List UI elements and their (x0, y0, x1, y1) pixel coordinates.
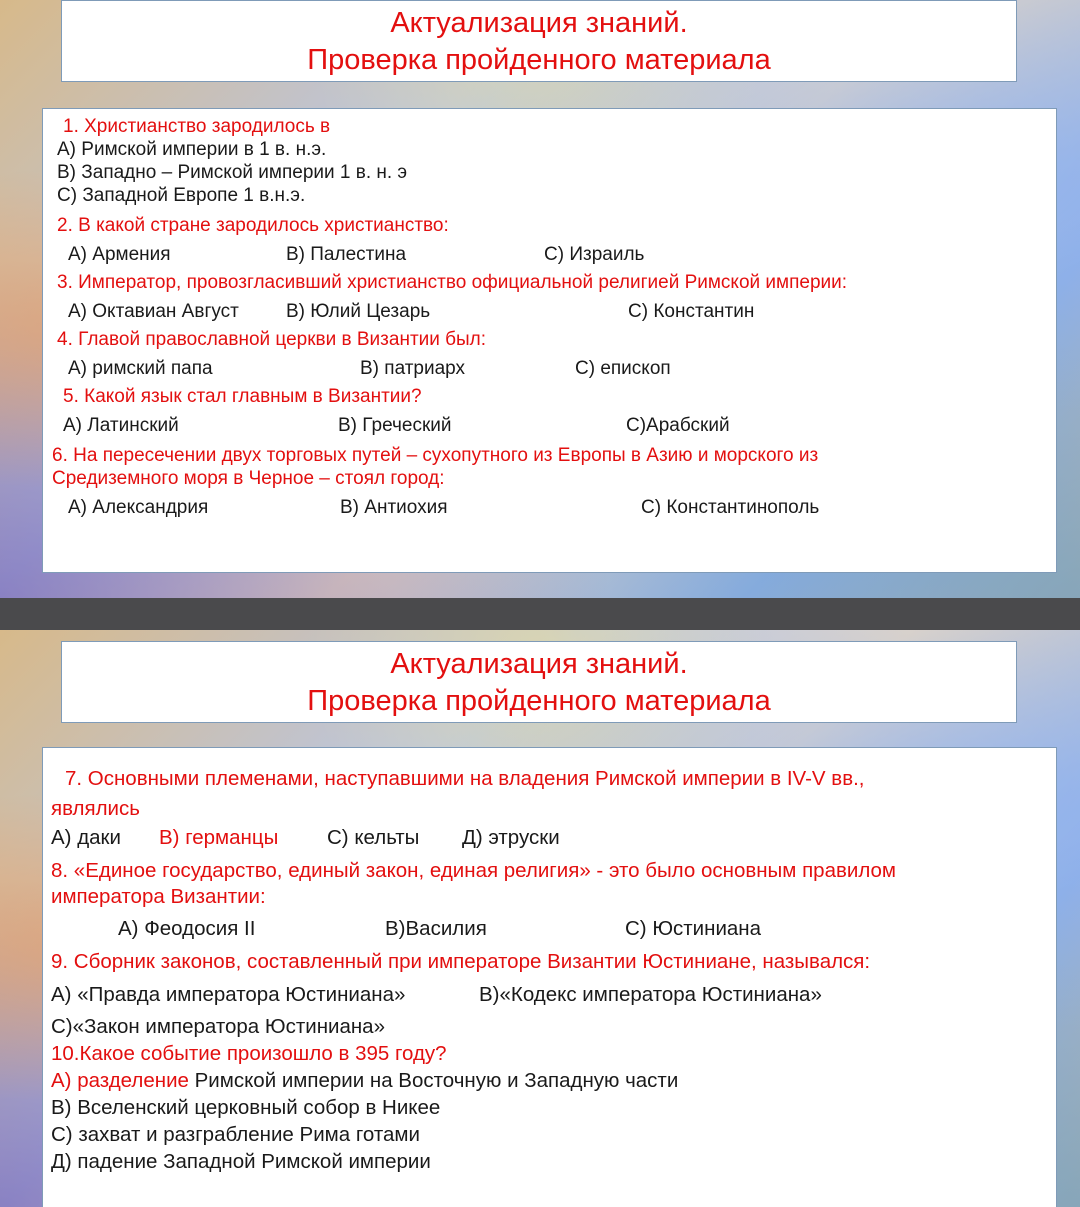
slide-1 (0, 0, 1080, 598)
slide-2-content-box (42, 747, 1057, 1207)
question-4: 4. Главой православной церкви в Византии был: (57, 329, 487, 350)
slide-1-title-line-2: Проверка пройденного материала (307, 44, 771, 76)
question-9-option-b: В)«Кодекс императора Юстиниана» (479, 983, 822, 1006)
question-10-option-a-rest: Римской империи на Восточную и Западную части (188, 1069, 679, 1092)
question-3: 3. Император, провозгласивший христианство официальной религией Римской империи: (57, 272, 848, 293)
question-4-option-a: А) римский папа (68, 358, 213, 379)
slide-2-title-line-2: Проверка пройденного материала (307, 685, 771, 717)
question-6-option-c: С) Константинополь (641, 497, 820, 518)
question-6-option-b: В) Антиохия (340, 497, 448, 518)
slide-2 (0, 630, 1080, 1207)
question-4-option-b: В) патриарх (360, 358, 466, 379)
slide-1-title-box (61, 0, 1017, 82)
question-8-option-a: А) Феодосия II (118, 917, 256, 940)
question-4-option-c: С) епископ (575, 358, 671, 379)
question-1-option-c: С) Западной Европе 1 в.н.э. (57, 185, 306, 206)
question-3-option-a: А) Октавиан Август (68, 301, 239, 322)
slide-1-title-line-1: Актуализация знаний. (390, 7, 688, 39)
question-10-option-a-highlight: А) разделение (51, 1069, 189, 1092)
question-7-line-1: 7. Основными племенами, наступавшими на владения Римской империи в IV-V вв., (65, 767, 865, 790)
question-1-option-a: А) Римской империи в 1 в. н.э. (57, 139, 327, 160)
question-5: 5. Какой язык стал главным в Византии? (63, 386, 422, 407)
question-3-option-b: В) Юлий Цезарь (286, 301, 431, 322)
question-7-option-c: С) кельты (327, 826, 420, 849)
question-10-option-c: С) захват и разграбление Рима готами (51, 1123, 420, 1146)
question-1: 1. Христианство зародилось в (63, 116, 331, 137)
question-2-option-a: А) Армения (68, 244, 171, 265)
question-2-option-b: В) Палестина (286, 244, 407, 265)
question-2: 2. В какой стране зародилось христианство: (57, 215, 449, 236)
slide-2-title-line-1: Актуализация знаний. (390, 648, 688, 680)
question-6-line-1: 6. На пересечении двух торговых путей – сухопутного из Европы в Азию и морского из (52, 445, 819, 466)
question-7-option-a: А) даки (51, 826, 121, 849)
question-10-option-d: Д) падение Западной Римской империи (51, 1150, 431, 1173)
question-5-option-c: С)Арабский (626, 415, 730, 436)
question-10-option-b: В) Вселенский церковный собор в Никее (51, 1096, 441, 1119)
question-7-option-d: Д) этруски (462, 826, 560, 849)
question-7-option-b: В) германцы (159, 826, 279, 849)
question-8-option-c: С) Юстиниана (625, 917, 762, 940)
question-6-line-2: Средиземного моря в Черное – стоял город: (52, 468, 445, 489)
slide-1-content-box (42, 108, 1057, 573)
question-9: 9. Сборник законов, составленный при императоре Византии Юстиниане, назывался: (51, 950, 871, 973)
question-8-line-1: 8. «Единое государство, единый закон, единая религия» - это было основным правилом (51, 859, 897, 882)
question-7-line-2: являлись (51, 797, 140, 820)
slide-2-title-box (61, 641, 1017, 723)
question-8-line-2: императора Византии: (51, 885, 266, 908)
question-3-option-c: С) Константин (628, 301, 755, 322)
question-6-option-a: А) Александрия (68, 497, 209, 518)
question-5-option-a: А) Латинский (63, 415, 179, 436)
question-10: 10.Какое событие произошло в 395 году? (51, 1042, 447, 1065)
slide-separator (0, 598, 1080, 630)
question-8-option-b: В)Василия (385, 917, 487, 940)
question-2-option-c: С) Израиль (544, 244, 645, 265)
question-9-option-c: С)«Закон императора Юстиниана» (51, 1015, 385, 1038)
question-1-option-b: В) Западно – Римской империи 1 в. н. э (57, 162, 408, 183)
question-5-option-b: В) Греческий (338, 415, 452, 436)
question-9-option-a: А) «Правда императора Юстиниана» (51, 983, 406, 1006)
question-10-option-a (51, 1068, 678, 1093)
